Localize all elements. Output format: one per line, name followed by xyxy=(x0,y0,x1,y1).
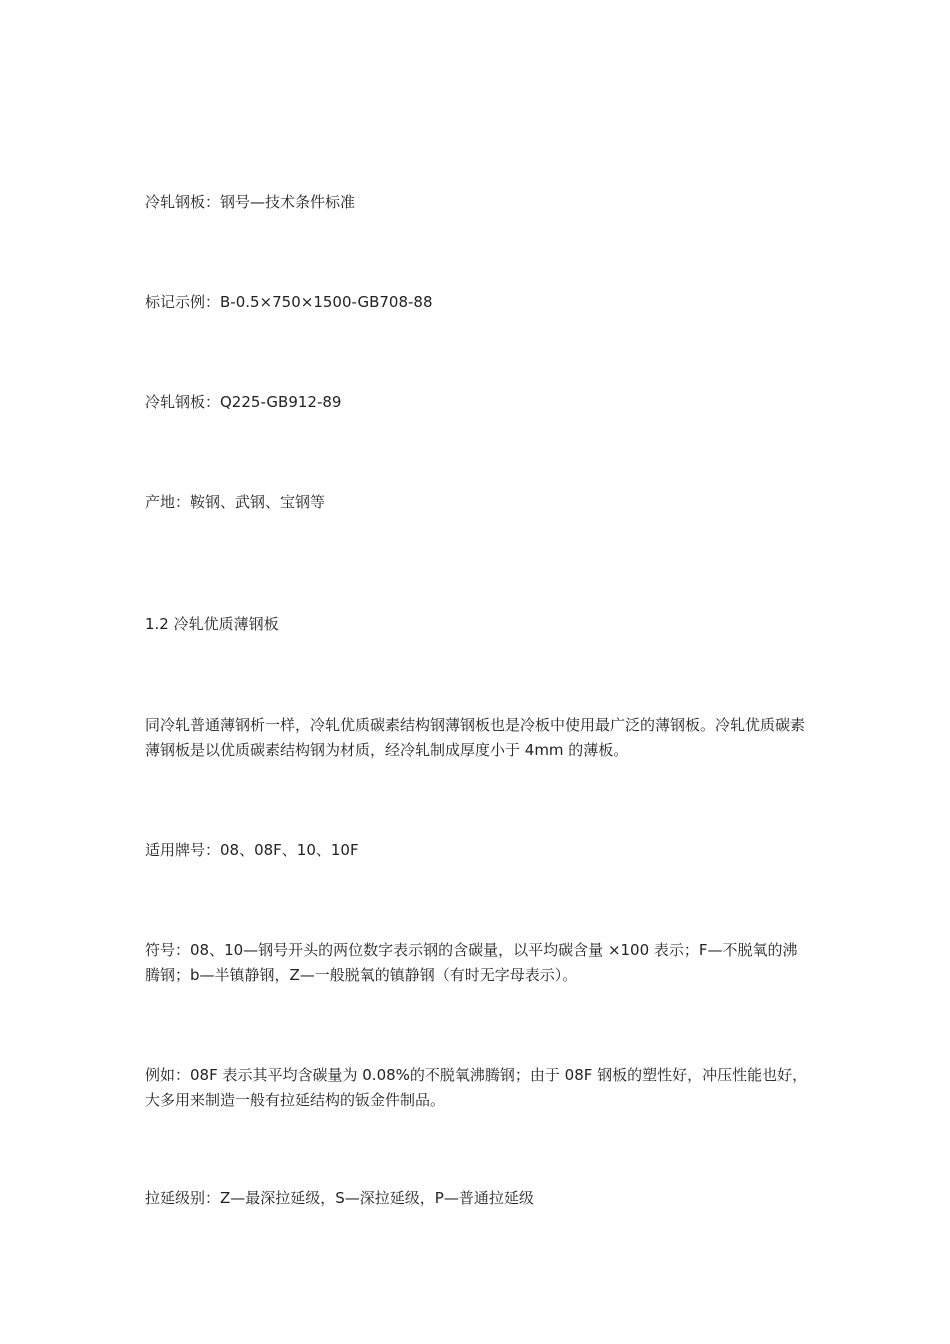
section-heading: 1.2 冷轧优质薄钢板 xyxy=(145,615,279,633)
paragraph-example: 例如：08F 表示其平均含碳量为 0.08%的不脱氧沸腾钢；由于 08F 钢板的塑性好，冲压性能也好，大多用来制造一般有拉延结构的钣金件制品。 xyxy=(145,1066,808,1109)
paragraph-cold-rolled-grade: 冷轧钢板：Q225-GB912-89 xyxy=(145,393,342,411)
paragraph-marking-example: 标记示例：B-0.5×750×1500-GB708-88 xyxy=(145,293,433,311)
paragraph-cold-rolled-standard: 冷轧钢板：钢号—技术条件标准 xyxy=(145,193,356,211)
paragraph-description: 同冷轧普通薄钢析一样，冷轧优质碳素结构钢薄钢板也是冷板中使用最广泛的薄钢板。冷轧优质碳素薄钢板是以优质碳素结构钢为材质，经冷轧制成厚度小于 4mm 的薄板。 xyxy=(145,716,806,759)
paragraph-symbols: 符号：08、10—钢号开头的两位数字表示钢的含碳量，以平均碳含量 ×100 表示；F—不脱氧的沸腾钢；b—半镇静钢，Z—一般脱氧的镇静钢（有时无字母表示）。 xyxy=(145,941,798,984)
paragraph-applicable-grades: 适用牌号：08、08F、10、10F xyxy=(145,841,359,859)
paragraph-drawing-grades: 拉延级别：Z—最深拉延级，S—深拉延级，P—普通拉延级 xyxy=(145,1189,534,1207)
paragraph-origin: 产地：鞍钢、武钢、宝钢等 xyxy=(145,493,326,511)
